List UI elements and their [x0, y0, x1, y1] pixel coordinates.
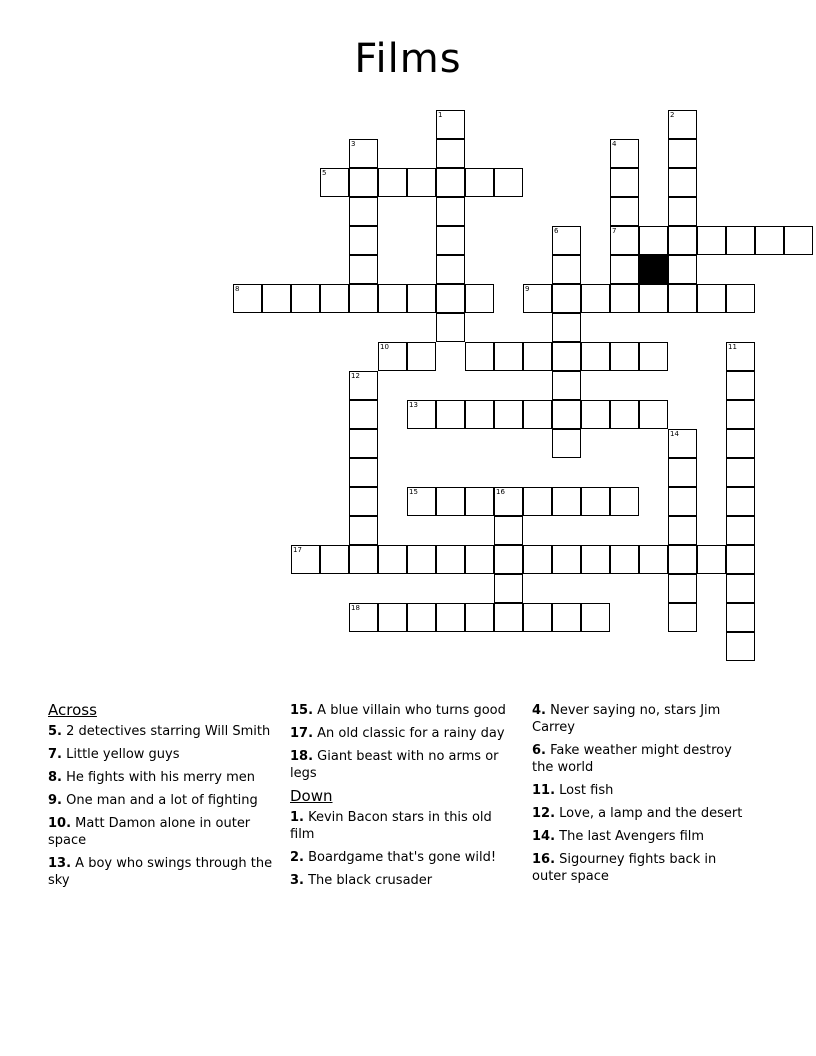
- grid-cell[interactable]: [581, 603, 610, 632]
- grid-cell[interactable]: [523, 342, 552, 371]
- clue-item: [290, 725, 510, 742]
- grid-cell[interactable]: [610, 226, 639, 255]
- grid-cell[interactable]: [378, 284, 407, 313]
- clue-item-text: The last Avengers film: [555, 829, 705, 844]
- grid-cell[interactable]: [378, 342, 407, 371]
- grid-cell[interactable]: [436, 110, 465, 139]
- grid-cell[interactable]: [378, 168, 407, 197]
- grid-cell[interactable]: [262, 284, 291, 313]
- grid-cell[interactable]: [465, 342, 494, 371]
- grid-cell[interactable]: [349, 226, 378, 255]
- clue-item-number: 7.: [48, 747, 62, 762]
- grid-cell[interactable]: [639, 545, 668, 574]
- grid-cell[interactable]: [523, 545, 552, 574]
- grid-cell[interactable]: [726, 371, 755, 400]
- grid-cell[interactable]: [610, 487, 639, 516]
- clue-item-number: 9.: [48, 793, 62, 808]
- clue-item-number: 12.: [532, 806, 556, 821]
- grid-cell[interactable]: [436, 284, 465, 313]
- clue-item-text: One man and a lot of fighting: [61, 793, 258, 808]
- grid-cell[interactable]: [668, 545, 697, 574]
- grid-cell[interactable]: [668, 429, 697, 458]
- clue-item-number: 13.: [48, 856, 72, 871]
- clue-item: [48, 855, 274, 889]
- grid-cell[interactable]: [523, 284, 552, 313]
- grid-cell[interactable]: [349, 371, 378, 400]
- grid-cell[interactable]: [494, 516, 523, 545]
- clues-column-2: [290, 702, 510, 895]
- grid-cell[interactable]: [552, 284, 581, 313]
- clue-item-text: Little yellow guys: [61, 747, 180, 762]
- grid-cell[interactable]: [349, 139, 378, 168]
- grid-cell[interactable]: [610, 168, 639, 197]
- grid-block: [639, 255, 668, 284]
- grid-cell[interactable]: [726, 284, 755, 313]
- clue-item-text: Boardgame that's gone wild!: [303, 850, 497, 865]
- across-clue-list-a: [48, 723, 274, 889]
- grid-cell[interactable]: [349, 487, 378, 516]
- clue-number: 13: [409, 401, 418, 409]
- grid-cell[interactable]: [320, 545, 349, 574]
- clue-item-text: Matt Damon alone in outer space: [48, 816, 251, 848]
- clue-item-number: 1.: [290, 810, 304, 825]
- clue-number: 6: [554, 227, 559, 235]
- grid-cell[interactable]: [494, 342, 523, 371]
- grid-cell[interactable]: [465, 545, 494, 574]
- clue-item-number: 11.: [532, 783, 556, 798]
- grid-cell[interactable]: [581, 487, 610, 516]
- clue-item: [532, 782, 752, 799]
- grid-cell[interactable]: [552, 429, 581, 458]
- clue-item-text: 2 detectives starring Will Smith: [61, 724, 271, 739]
- clue-number: 1: [438, 111, 443, 119]
- clue-number: 15: [409, 488, 418, 496]
- clue-item-text: A blue villain who turns good: [313, 703, 506, 718]
- grid-cell[interactable]: [552, 342, 581, 371]
- grid-cell[interactable]: [726, 516, 755, 545]
- grid-cell[interactable]: [494, 603, 523, 632]
- clue-item-text: Love, a lamp and the desert: [555, 806, 743, 821]
- grid-cell[interactable]: [784, 226, 813, 255]
- clue-number: 7: [612, 227, 617, 235]
- clue-item: [290, 849, 510, 866]
- grid-cell[interactable]: [349, 255, 378, 284]
- grid-cell[interactable]: [697, 284, 726, 313]
- clue-item: [48, 723, 274, 740]
- clue-item: [48, 746, 274, 763]
- down-heading: Down: [290, 787, 333, 805]
- grid-cell[interactable]: [755, 226, 784, 255]
- clue-number: 18: [351, 604, 360, 612]
- clue-item-number: 6.: [532, 743, 546, 758]
- clue-item-number: 15.: [290, 703, 314, 718]
- clue-number: 3: [351, 140, 356, 148]
- grid-cell[interactable]: [436, 197, 465, 226]
- grid-cell[interactable]: [726, 342, 755, 371]
- grid-cell[interactable]: [610, 545, 639, 574]
- grid-cell[interactable]: [436, 255, 465, 284]
- puzzle-title: Films: [354, 36, 462, 82]
- grid-cell[interactable]: [552, 603, 581, 632]
- grid-cell[interactable]: [436, 603, 465, 632]
- clue-number: 9: [525, 285, 530, 293]
- grid-cell[interactable]: [465, 168, 494, 197]
- grid-cell[interactable]: [668, 603, 697, 632]
- grid-cell[interactable]: [581, 284, 610, 313]
- grid-cell[interactable]: [349, 429, 378, 458]
- grid-cell[interactable]: [320, 284, 349, 313]
- grid-cell[interactable]: [291, 545, 320, 574]
- clue-item-text: Never saying no, stars Jim Carrey: [532, 703, 721, 735]
- grid-cell[interactable]: [494, 487, 523, 516]
- grid-cell[interactable]: [523, 487, 552, 516]
- grid-cell[interactable]: [349, 458, 378, 487]
- grid-cell[interactable]: [668, 226, 697, 255]
- grid-cell[interactable]: [726, 487, 755, 516]
- grid-cell[interactable]: [726, 574, 755, 603]
- clue-item: [48, 769, 274, 786]
- grid-cell[interactable]: [436, 139, 465, 168]
- grid-cell[interactable]: [407, 487, 436, 516]
- clue-number: 12: [351, 372, 360, 380]
- grid-cell[interactable]: [639, 342, 668, 371]
- grid-cell[interactable]: [378, 545, 407, 574]
- grid-cell[interactable]: [668, 255, 697, 284]
- clue-number: 16: [496, 488, 505, 496]
- grid-cell[interactable]: [581, 400, 610, 429]
- grid-cell[interactable]: [668, 516, 697, 545]
- grid-cell[interactable]: [349, 516, 378, 545]
- clue-item-text: The black crusader: [303, 873, 433, 888]
- grid-cell[interactable]: [436, 168, 465, 197]
- grid-cell[interactable]: [349, 284, 378, 313]
- clue-item-number: 16.: [532, 852, 556, 867]
- clue-item-number: 10.: [48, 816, 72, 831]
- grid-cell[interactable]: [697, 226, 726, 255]
- clue-item-text: Lost fish: [555, 783, 614, 798]
- grid-cell[interactable]: [552, 545, 581, 574]
- clue-item: [290, 872, 510, 889]
- clue-item: [532, 828, 752, 845]
- grid-cell[interactable]: [552, 255, 581, 284]
- grid-cell[interactable]: [465, 400, 494, 429]
- grid-cell[interactable]: [407, 400, 436, 429]
- grid-cell[interactable]: [523, 603, 552, 632]
- clue-number: 17: [293, 546, 302, 554]
- clue-item: [290, 702, 510, 719]
- clue-number: 11: [728, 343, 737, 351]
- across-clue-list-b: [290, 702, 510, 782]
- across-heading: Across: [48, 701, 97, 719]
- grid-cell[interactable]: [291, 284, 320, 313]
- grid-cell[interactable]: [407, 545, 436, 574]
- clue-number: 2: [670, 111, 675, 119]
- clue-item: [532, 851, 752, 885]
- grid-cell[interactable]: [581, 342, 610, 371]
- down-clue-list-b: [532, 702, 752, 885]
- grid-cell[interactable]: [407, 284, 436, 313]
- grid-cell[interactable]: [668, 284, 697, 313]
- grid-cell[interactable]: [552, 487, 581, 516]
- grid-cell[interactable]: [610, 139, 639, 168]
- clue-item: [532, 702, 752, 736]
- clue-item: [290, 809, 510, 843]
- clue-item-text: Sigourney fights back in outer space: [532, 852, 717, 884]
- clue-item-text: An old classic for a rainy day: [313, 726, 505, 741]
- clue-item-number: 18.: [290, 749, 314, 764]
- clue-item-number: 2.: [290, 850, 304, 865]
- grid-cell[interactable]: [668, 139, 697, 168]
- grid-cell[interactable]: [552, 313, 581, 342]
- grid-cell[interactable]: [407, 168, 436, 197]
- grid-cell[interactable]: [639, 226, 668, 255]
- clue-item-text: He fights with his merry men: [61, 770, 256, 785]
- clue-item: [48, 815, 274, 849]
- clue-number: 4: [612, 140, 617, 148]
- grid-cell[interactable]: [668, 197, 697, 226]
- grid-cell[interactable]: [726, 458, 755, 487]
- grid-cell[interactable]: [639, 284, 668, 313]
- grid-cell[interactable]: [610, 284, 639, 313]
- clue-item: [532, 742, 752, 776]
- clue-number: 5: [322, 169, 327, 177]
- clue-item: [532, 805, 752, 822]
- grid-cell[interactable]: [610, 255, 639, 284]
- grid-cell[interactable]: [610, 400, 639, 429]
- clue-item-number: 17.: [290, 726, 314, 741]
- grid-cell[interactable]: [668, 168, 697, 197]
- grid-cell[interactable]: [581, 545, 610, 574]
- grid-cell[interactable]: [610, 342, 639, 371]
- clue-item-text: Fake weather might destroy the world: [532, 743, 732, 775]
- grid-cell[interactable]: [407, 603, 436, 632]
- grid-cell[interactable]: [436, 313, 465, 342]
- grid-cell[interactable]: [465, 487, 494, 516]
- grid-cell[interactable]: [726, 632, 755, 661]
- down-clue-list-a: [290, 809, 510, 889]
- clue-item-text: A boy who swings through the sky: [48, 856, 273, 888]
- clue-item: [290, 748, 510, 782]
- grid-cell[interactable]: [552, 226, 581, 255]
- clues-column-3: [532, 702, 752, 891]
- grid-cell[interactable]: [668, 487, 697, 516]
- grid-cell[interactable]: [465, 603, 494, 632]
- clue-item-number: 14.: [532, 829, 556, 844]
- grid-cell[interactable]: [726, 226, 755, 255]
- grid-cell[interactable]: [349, 168, 378, 197]
- grid-cell[interactable]: [494, 545, 523, 574]
- grid-cell[interactable]: [465, 284, 494, 313]
- grid-cell[interactable]: [494, 400, 523, 429]
- grid-cell[interactable]: [552, 371, 581, 400]
- clue-item-number: 3.: [290, 873, 304, 888]
- clue-item-number: 8.: [48, 770, 62, 785]
- clue-number: 8: [235, 285, 240, 293]
- grid-cell[interactable]: [349, 545, 378, 574]
- grid-cell[interactable]: [349, 400, 378, 429]
- grid-cell[interactable]: [349, 603, 378, 632]
- grid-cell[interactable]: [523, 400, 552, 429]
- clues-column-1: [48, 702, 274, 895]
- clue-number: 10: [380, 343, 389, 351]
- grid-cell[interactable]: [349, 197, 378, 226]
- grid-cell[interactable]: [639, 400, 668, 429]
- grid-cell[interactable]: [697, 545, 726, 574]
- clue-item-number: 5.: [48, 724, 62, 739]
- grid-cell[interactable]: [378, 603, 407, 632]
- clue-item-text: Kevin Bacon stars in this old film: [290, 810, 492, 842]
- grid-cell[interactable]: [233, 284, 262, 313]
- grid-cell[interactable]: [726, 603, 755, 632]
- grid-cell[interactable]: [726, 400, 755, 429]
- grid-cell[interactable]: [726, 429, 755, 458]
- grid-cell[interactable]: [610, 197, 639, 226]
- grid-cell[interactable]: [668, 574, 697, 603]
- grid-cell[interactable]: [407, 342, 436, 371]
- grid-cell[interactable]: [668, 110, 697, 139]
- grid-cell[interactable]: [436, 545, 465, 574]
- grid-cell[interactable]: [320, 168, 349, 197]
- clue-item: [48, 792, 274, 809]
- grid-cell[interactable]: [494, 574, 523, 603]
- grid-cell[interactable]: [726, 545, 755, 574]
- grid-cell[interactable]: [494, 168, 523, 197]
- clue-item-number: 4.: [532, 703, 546, 718]
- clue-item-text: Giant beast with no arms or legs: [290, 749, 499, 781]
- clue-number: 14: [670, 430, 679, 438]
- grid-cell[interactable]: [436, 487, 465, 516]
- grid-cell[interactable]: [436, 226, 465, 255]
- grid-cell[interactable]: [436, 400, 465, 429]
- grid-cell[interactable]: [668, 458, 697, 487]
- grid-cell[interactable]: [552, 400, 581, 429]
